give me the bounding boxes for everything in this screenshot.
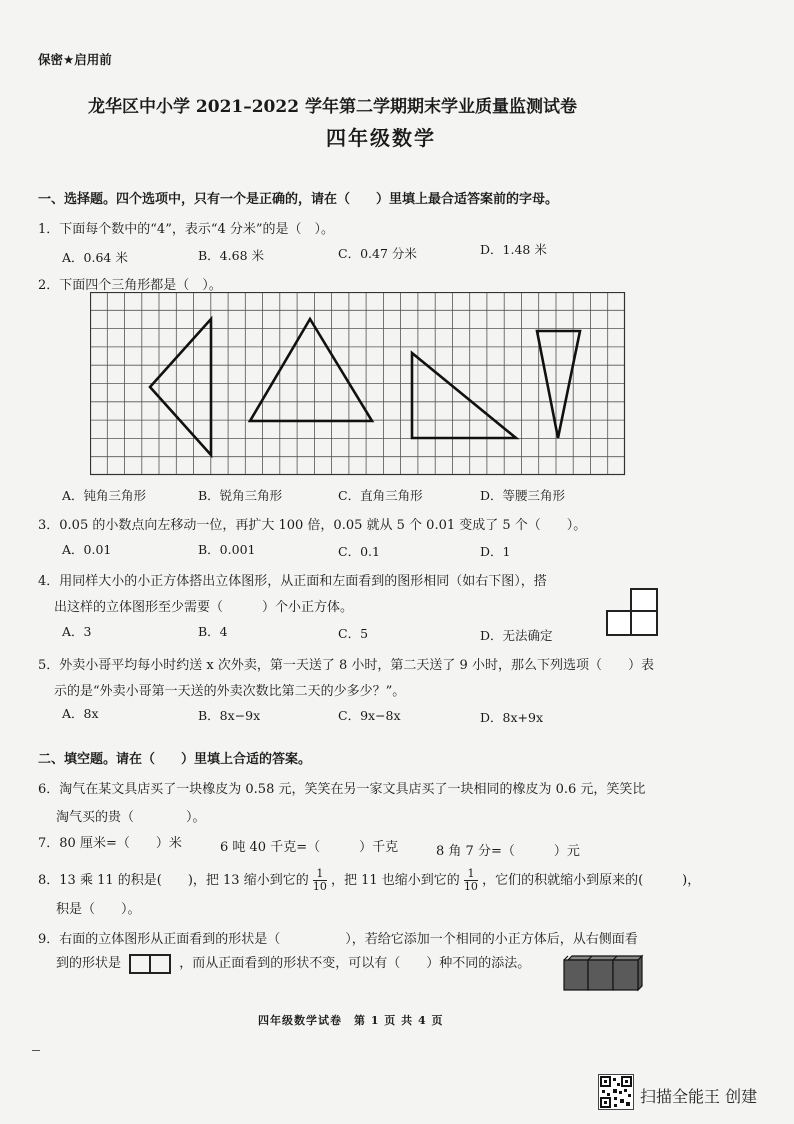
q9-view-square-1 (129, 954, 151, 974)
fraction-numerator: 1 (313, 868, 327, 881)
q9-stem-line2 (56, 952, 530, 974)
q5-option-c: C．9x−8x (338, 708, 401, 723)
q8-part-1: 8．13 乘 11 的积是( )，把 13 缩小到它的 (38, 873, 309, 888)
triangle-grid-figure (90, 292, 626, 476)
q7-part-2: 6 吨 40 千克=（ ）千克 (220, 840, 399, 855)
q3-option-b: B．0.001 (198, 542, 256, 557)
q1-option-c: C．0.47 分米 (338, 246, 417, 261)
margin-mark (32, 1050, 40, 1051)
q7-part-3: 8 角 7 分=（ ）元 (436, 844, 580, 859)
q4-stem-line2: 出这样的立体图形至少需要（ ）个小正方体。 (54, 600, 354, 615)
q8-fraction-1 (313, 868, 327, 893)
grid-lines (90, 292, 625, 475)
q8-fraction-2 (464, 868, 478, 893)
q6-stem-line1: 6．淘气在某文具店买了一块橡皮为 0.58 元，笑笑在另一家文具店买了一块相同的橡皮为 0.6 元，笑笑比 (38, 782, 646, 797)
q4-option-d: D．无法确定 (480, 628, 553, 643)
exam-subtitle: 四年级数学 (326, 126, 436, 150)
q9-stem-line1: 9．右面的立体图形从正面看到的形状是（ ），若给它添加一个相同的小正方体后，从右侧面看 (38, 932, 638, 947)
section-2-heading: 二、填空题。请在（ ）里填上合适的答案。 (38, 752, 312, 767)
page-footer: 四年级数学试卷 第 1 页 共 4 页 (258, 1014, 444, 1027)
q7-part-1: 7．80 厘米=（ ）米 (38, 836, 182, 851)
q3-option-c: C．0.1 (338, 544, 380, 559)
q4-option-a: A．3 (62, 624, 92, 639)
q9-view-square-2 (151, 954, 171, 974)
section-1-heading: 一、选择题。四个选项中，只有一个是正确的，请在（ ）里填上最合适答案前的字母。 (38, 192, 559, 207)
q5-stem-line1: 5．外卖小哥平均每小时约送 x 次外卖，第一天送了 8 小时，第二天送了 9 小时，那么下列选项（ ）表 (38, 658, 654, 673)
fraction-denominator: 10 (312, 880, 327, 893)
q1-stem: 1．下面每个数中的“4”，表示“4 分米”的是（ ）。 (38, 222, 335, 237)
q1-option-a: A．0.64 米 (62, 250, 128, 265)
fraction-numerator: 1 (464, 868, 478, 881)
q9-cube-figure (562, 954, 644, 994)
q4-option-c: C．5 (338, 626, 369, 641)
q8-line-2: 积是（ ）。 (56, 902, 141, 917)
q3-option-a: A．0.01 (62, 542, 112, 557)
q5-stem-line2: 示的是“外卖小哥第一天送的外卖次数比第二天的少多少？”。 (54, 684, 406, 699)
q2-stem: 2．下面四个三角形都是（ ）。 (38, 278, 222, 293)
q8-part-3: ，它们的积就缩小到原来的( )， (482, 873, 701, 888)
q8-line-1 (38, 868, 700, 893)
q5-option-b: B．8x−9x (198, 708, 261, 723)
q2-option-b: B．锐角三角形 (198, 488, 283, 503)
q8-part-2: ，把 11 也缩小到它的 (330, 873, 460, 888)
triangle-3 (412, 353, 516, 438)
exam-title: 龙华区中小学 2021–2022 学年第二学期期末学业质量监测试卷 (88, 97, 577, 117)
q5-option-a: A．8x (62, 706, 99, 721)
qr-code-icon (598, 1074, 634, 1110)
q6-stem-line2: 淘气买的贵（ ）。 (56, 810, 206, 825)
scanner-watermark-label: 扫描全能王 创建 (640, 1087, 758, 1106)
q1-option-b: B．4.68 米 (198, 248, 264, 263)
q5-option-d: D．8x+9x (480, 710, 544, 725)
fraction-denominator: 10 (463, 880, 478, 893)
q2-option-c: C．直角三角形 (338, 488, 423, 503)
q4-option-b: B．4 (198, 624, 228, 639)
q3-stem: 3．0.05 的小数点向左移动一位，再扩大 100 倍，0.05 就从 5 个 0.01 变成了 5 个（ ）。 (38, 518, 587, 533)
triangle-2 (250, 319, 372, 421)
q4-stem-line1: 4．用同样大小的小正方体搭出立体图形，从正面和左面看到的图形相同（如右下图），搭 (38, 574, 547, 589)
q9-stem-line2-b: ，而从正面看到的形状不变，可以有（ ）种不同的添法。 (179, 956, 531, 971)
q9-stem-line2-a: 到的形状是 (56, 956, 122, 971)
q2-option-a: A．钝角三角形 (62, 488, 147, 503)
q1-option-d: D．1.48 米 (480, 242, 547, 257)
confidential-label: 保密★启用前 (38, 52, 112, 67)
q2-option-d: D．等腰三角形 (480, 488, 566, 503)
q3-option-d: D．1 (480, 544, 511, 559)
